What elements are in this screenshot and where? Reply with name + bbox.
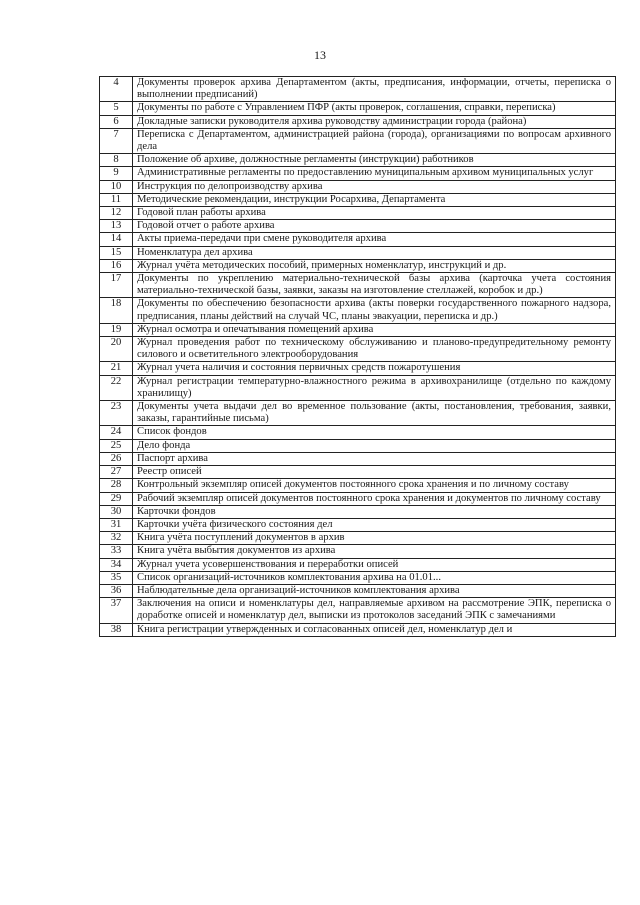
- row-text: Номенклатура дел архива: [133, 246, 616, 259]
- row-number: 15: [100, 246, 133, 259]
- row-number: 25: [100, 439, 133, 452]
- row-text: Контрольный экземпляр описей документов постоянного срока хранения и по личному составу: [133, 479, 616, 492]
- table-row: [100, 452, 616, 465]
- row-number: 6: [100, 115, 133, 128]
- row-number: 24: [100, 426, 133, 439]
- row-text: Инструкция по делопроизводству архива: [133, 180, 616, 193]
- row-number: 31: [100, 518, 133, 531]
- row-text: Документы по укреплению материально-технической базы архива (карточка учета состояния материально-технической базы, заявки, заказы на изготовление стеллажей, коробок и др.): [133, 273, 616, 298]
- table-row: [100, 233, 616, 246]
- row-text: Рабочий экземпляр описей документов постоянного срока хранения и документов по личному составу: [133, 492, 616, 505]
- row-number: 36: [100, 584, 133, 597]
- row-text: Журнал учета наличия и состояния первичных средств пожаротушения: [133, 362, 616, 375]
- row-number: 8: [100, 154, 133, 167]
- row-text: Дело фонда: [133, 439, 616, 452]
- table-row: [100, 571, 616, 584]
- row-text: Годовой план работы архива: [133, 207, 616, 220]
- row-number: 10: [100, 180, 133, 193]
- row-text: Положение об архиве, должностные регламенты (инструкции) работников: [133, 154, 616, 167]
- row-text: Журнал регистрации температурно-влажностного режима в архивохранилище (отдельно по каждому хранилищу): [133, 375, 616, 400]
- table-row: [100, 323, 616, 336]
- row-number: 38: [100, 623, 133, 636]
- row-number: 30: [100, 505, 133, 518]
- row-text: Книга регистрации утвержденных и согласованных описей дел, номенклатур дел и: [133, 623, 616, 636]
- row-number: 32: [100, 532, 133, 545]
- table-row: [100, 154, 616, 167]
- row-number: 34: [100, 558, 133, 571]
- row-number: 14: [100, 233, 133, 246]
- row-number: 22: [100, 375, 133, 400]
- table-row: [100, 167, 616, 180]
- table-row: [100, 426, 616, 439]
- row-number: 11: [100, 193, 133, 206]
- row-number: 21: [100, 362, 133, 375]
- row-number: 26: [100, 452, 133, 465]
- row-text: Книга учёта выбытия документов из архива: [133, 545, 616, 558]
- row-text: Журнал учёта методических пособий, примерных номенклатур, инструкций и др.: [133, 259, 616, 272]
- table-row: [100, 273, 616, 298]
- row-text: Документы учета выдачи дел во временное пользование (акты, постановления, требования, заявки, заказы, гарантийные письма): [133, 401, 616, 426]
- table-row: [100, 337, 616, 362]
- records-table: [99, 76, 616, 637]
- row-number: 27: [100, 466, 133, 479]
- row-text: Журнал учета усовершенствования и переработки описей: [133, 558, 616, 571]
- row-number: 33: [100, 545, 133, 558]
- row-text: Список фондов: [133, 426, 616, 439]
- table-row: [100, 193, 616, 206]
- page-number: 13: [314, 48, 326, 62]
- table-row: [100, 220, 616, 233]
- row-number: 35: [100, 571, 133, 584]
- table-row: [100, 532, 616, 545]
- row-number: 7: [100, 128, 133, 153]
- table-row: [100, 259, 616, 272]
- row-text: Книга учёта поступлений документов в архив: [133, 532, 616, 545]
- table-row: [100, 598, 616, 623]
- row-text: Методические рекомендации, инструкции Росархива, Департамента: [133, 193, 616, 206]
- row-text: Паспорт архива: [133, 452, 616, 465]
- row-number: 20: [100, 337, 133, 362]
- table-row: [100, 128, 616, 153]
- row-number: 19: [100, 323, 133, 336]
- records-table-body: [100, 77, 616, 637]
- table-row: [100, 246, 616, 259]
- row-number: 5: [100, 102, 133, 115]
- row-number: 17: [100, 273, 133, 298]
- table-row: [100, 115, 616, 128]
- row-text: Заключения на описи и номенклатуры дел, направляемые архивом на рассмотрение ЭПК, переписка о доработке описей и номенклатур дел, выписки из протоколов заседаний ЭПК с замечаниями: [133, 598, 616, 623]
- table-row: [100, 180, 616, 193]
- row-text: Реестр описей: [133, 466, 616, 479]
- table-row: [100, 623, 616, 636]
- table-row: [100, 375, 616, 400]
- table-row: [100, 207, 616, 220]
- row-number: 13: [100, 220, 133, 233]
- row-number: 4: [100, 77, 133, 102]
- row-text: Акты приема-передачи при смене руководителя архива: [133, 233, 616, 246]
- table-row: [100, 401, 616, 426]
- row-text: Журнал проведения работ по техническому обслуживанию и планово-предупредительному ремонту силового и осветительного электрооборудования: [133, 337, 616, 362]
- table-row: [100, 77, 616, 102]
- row-text: Документы проверок архива Департаментом (акты, предписания, информации, отчеты, переписка о выполнении предписаний): [133, 77, 616, 102]
- table-row: [100, 558, 616, 571]
- row-number: 16: [100, 259, 133, 272]
- row-number: 18: [100, 298, 133, 323]
- row-number: 28: [100, 479, 133, 492]
- row-number: 9: [100, 167, 133, 180]
- row-number: 37: [100, 598, 133, 623]
- table-row: [100, 505, 616, 518]
- row-number: 29: [100, 492, 133, 505]
- row-text: Годовой отчет о работе архива: [133, 220, 616, 233]
- row-text: Карточки учёта физического состояния дел: [133, 518, 616, 531]
- row-text: Административные регламенты по предоставлению муниципальным архивом муниципальных услуг: [133, 167, 616, 180]
- row-number: 12: [100, 207, 133, 220]
- table-row: [100, 362, 616, 375]
- row-text: Журнал осмотра и опечатывания помещений архива: [133, 323, 616, 336]
- table-row: [100, 102, 616, 115]
- row-text: Список организаций-источников комплектования архива на 01.01...: [133, 571, 616, 584]
- table-row: [100, 466, 616, 479]
- table-row: [100, 545, 616, 558]
- row-text: Документы по работе с Управлением ПФР (акты проверок, соглашения, справки, переписка): [133, 102, 616, 115]
- table-row: [100, 492, 616, 505]
- row-text: Переписка с Департаментом, администрацией района (города), организациями по вопросам архивного дела: [133, 128, 616, 153]
- row-text: Наблюдательные дела организаций-источников комплектования архива: [133, 584, 616, 597]
- table-row: [100, 584, 616, 597]
- table-row: [100, 298, 616, 323]
- row-text: Докладные записки руководителя архива руководству администрации города (района): [133, 115, 616, 128]
- row-number: 23: [100, 401, 133, 426]
- table-row: [100, 518, 616, 531]
- table-row: [100, 439, 616, 452]
- row-text: Карточки фондов: [133, 505, 616, 518]
- row-text: Документы по обеспечению безопасности архива (акты поверки государственного пожарного надзора, предписания, планы действий на случай ЧС, планы эвакуации, переписка и др.): [133, 298, 616, 323]
- table-row: [100, 479, 616, 492]
